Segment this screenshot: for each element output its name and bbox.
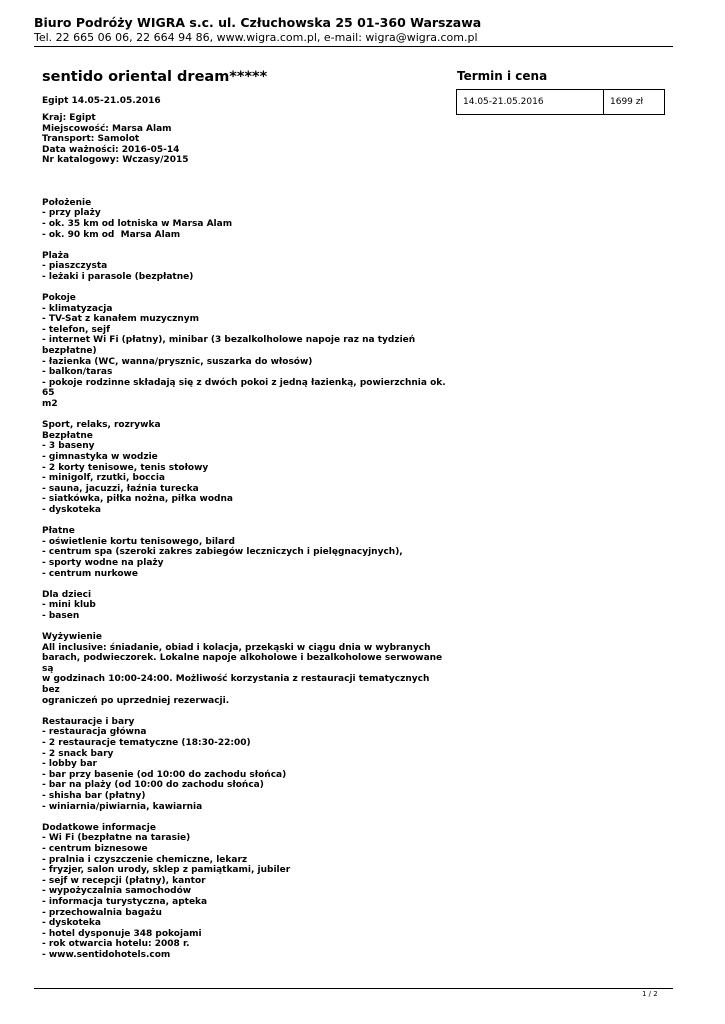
content-line: - centrum spa (szeroki zakres zabiegów leczniczych i pielęgnacyjnych),	[42, 547, 403, 558]
content-line: All inclusive: śniadanie, obiad i kolacja, przekąski w ciągu dnia w wybranych	[42, 642, 431, 653]
content-line: - fryzjer, salon urody, sklep z pamiątkami, jubiler	[42, 865, 291, 876]
content-line: - minigolf, rzutki, boccia	[42, 473, 165, 484]
content-line	[42, 187, 447, 198]
content-line: barach, podwieczorek. Lokalne napoje alkoholowe i bezalkoholowe serwowane są	[42, 653, 446, 674]
content-line: - shisha bar (płatny)	[42, 791, 146, 801]
term-price-table	[456, 89, 665, 115]
content-line: - sejf w recepcji (płatny), kantor	[42, 875, 206, 886]
content-line: Płatne	[42, 526, 75, 537]
content-line: - przechowalnia bagażu	[42, 907, 162, 918]
content-line	[42, 240, 447, 251]
content-line: - pralnia i czyszczenie chemiczne, lekarz	[42, 854, 248, 865]
content-line: - Wi Fi (bezpłatne na tarasie)	[42, 833, 191, 844]
content-line: Dla dzieci	[42, 589, 92, 600]
content-line	[42, 410, 447, 421]
offer-description	[42, 113, 447, 961]
content-line: w godzinach 10:00-24:00. Możliwość korzystania z restauracji tematycznych bez	[42, 674, 433, 696]
content-line: - wypożyczalnia samochodów	[42, 886, 192, 897]
content-line: Wyżywienie	[42, 632, 102, 643]
content-line: - dyskoteka	[42, 918, 101, 929]
content-line: - dyskoteka	[42, 504, 101, 515]
content-line: Kraj: Egipt	[42, 113, 96, 123]
content-line: - ok. 35 km od lotniska w Marsa Alam	[42, 218, 233, 229]
content-line: - rok otwarcia hotelu: 2008 r.	[42, 939, 190, 950]
content-line: bezpłatne)	[42, 346, 97, 357]
content-line: Sport, relaks, rozrywka	[42, 420, 161, 431]
content-line: Położenie	[42, 197, 92, 208]
content-line	[42, 622, 447, 633]
content-line: - lobby bar	[42, 759, 97, 770]
offer-destination: Egipt 14.05-21.05.2016	[42, 96, 161, 106]
content-line: - TV-Sat z kanałem muzycznym	[42, 314, 200, 325]
term-price-heading: Termin i cena	[457, 69, 548, 83]
content-line: - 2 korty tenisowe, tenis stołowy	[42, 462, 209, 473]
content-line: - sauna, jacuzzi, łaźnia turecka	[42, 483, 199, 494]
offer-title: sentido oriental dream*****	[42, 69, 268, 85]
content-line: m2	[42, 399, 58, 410]
term-date: 14.05-21.05.2016	[457, 90, 604, 115]
term-price-row	[457, 90, 665, 115]
footer-divider	[34, 988, 673, 989]
content-line	[42, 166, 447, 177]
content-line: - przy plaży	[42, 208, 101, 219]
content-line: - informacja turystyczna, apteka	[42, 896, 208, 907]
content-line: Miejscowość: Marsa Alam	[42, 123, 172, 134]
content-line: - siatkówka, piłka nożna, piłka wodna	[42, 494, 233, 505]
content-line: - leżaki i parasole (bezpłatne)	[42, 271, 194, 282]
content-line: - 2 restauracje tematyczne (18:30-22:00)	[42, 738, 251, 749]
content-line: - restauracja główna	[42, 727, 147, 738]
content-line	[42, 283, 447, 294]
content-line: - mini klub	[42, 600, 96, 611]
content-line	[42, 579, 447, 590]
content-line	[42, 516, 447, 527]
content-line: - centrum biznesowe	[42, 843, 148, 854]
content-line: - 2 snack bary	[42, 748, 114, 759]
document-header	[34, 15, 674, 45]
page-number: 1 / 2	[642, 990, 658, 998]
content-line: - balkon/taras	[42, 367, 113, 378]
content-line: - basen	[42, 610, 80, 621]
content-line: - klimatyzacja	[42, 303, 113, 314]
content-line: Pokoje	[42, 293, 76, 304]
content-line: Dodatkowe informacje	[42, 822, 156, 833]
content-line: ograniczeń po uprzedniej rezerwacji.	[42, 695, 230, 706]
content-line: - centrum nurkowe	[42, 568, 138, 579]
content-line	[42, 177, 447, 188]
company-name: Biuro Podróży WIGRA s.c. ul. Człuchowska 25 01-360 Warszawa	[34, 15, 482, 30]
content-line: - gimnastyka w wodzie	[42, 452, 158, 462]
term-price: 1699 zł	[604, 90, 665, 115]
content-line: Data ważności: 2016-05-14	[42, 144, 180, 155]
header-divider	[34, 46, 673, 47]
content-line: - ok. 90 km od Marsa Alam	[42, 229, 181, 240]
content-line: Nr katalogowy: Wczasy/2015	[42, 155, 189, 166]
content-line: - www.sentidohotels.com	[42, 949, 171, 960]
content-line: - winiarnia/piwiarnia, kawiarnia	[42, 801, 203, 812]
content-line: - pokoje rodzinne składają się z dwóch pokoi z jedną łazienką, powierzchnia ok. 65	[42, 377, 449, 399]
content-line: - łazienka (WC, wanna/prysznic, suszarka do włosów)	[42, 356, 313, 367]
content-line: - 3 baseny	[42, 441, 95, 452]
content-line	[42, 812, 447, 823]
content-line: - telefon, sejf	[42, 324, 110, 335]
content-line: - bar przy basenie (od 10:00 do zachodu słońca)	[42, 769, 287, 780]
content-line: - hotel dysponuje 348 pokojami	[42, 928, 202, 939]
content-line: - bar na plaży (od 10:00 do zachodu słońca)	[42, 780, 264, 791]
content-line: Bezpłatne	[42, 430, 93, 441]
company-contact: Tel. 22 665 06 06, 22 664 94 86, www.wigra.com.pl, e-mail: wigra@wigra.com.pl	[34, 31, 478, 44]
content-line: - oświetlenie kortu tenisowego, bilard	[42, 536, 235, 547]
content-line	[42, 706, 447, 717]
content-line: - piaszczysta	[42, 261, 108, 272]
content-line: Transport: Samolot	[42, 134, 140, 145]
content-line: Plaża	[42, 250, 70, 261]
content-line: - sporty wodne na plaży	[42, 557, 164, 568]
content-line: Restauracje i bary	[42, 716, 135, 727]
content-line: - internet Wi Fi (płatny), minibar (3 bezalkolholowe napoje raz na tydzień	[42, 335, 416, 346]
